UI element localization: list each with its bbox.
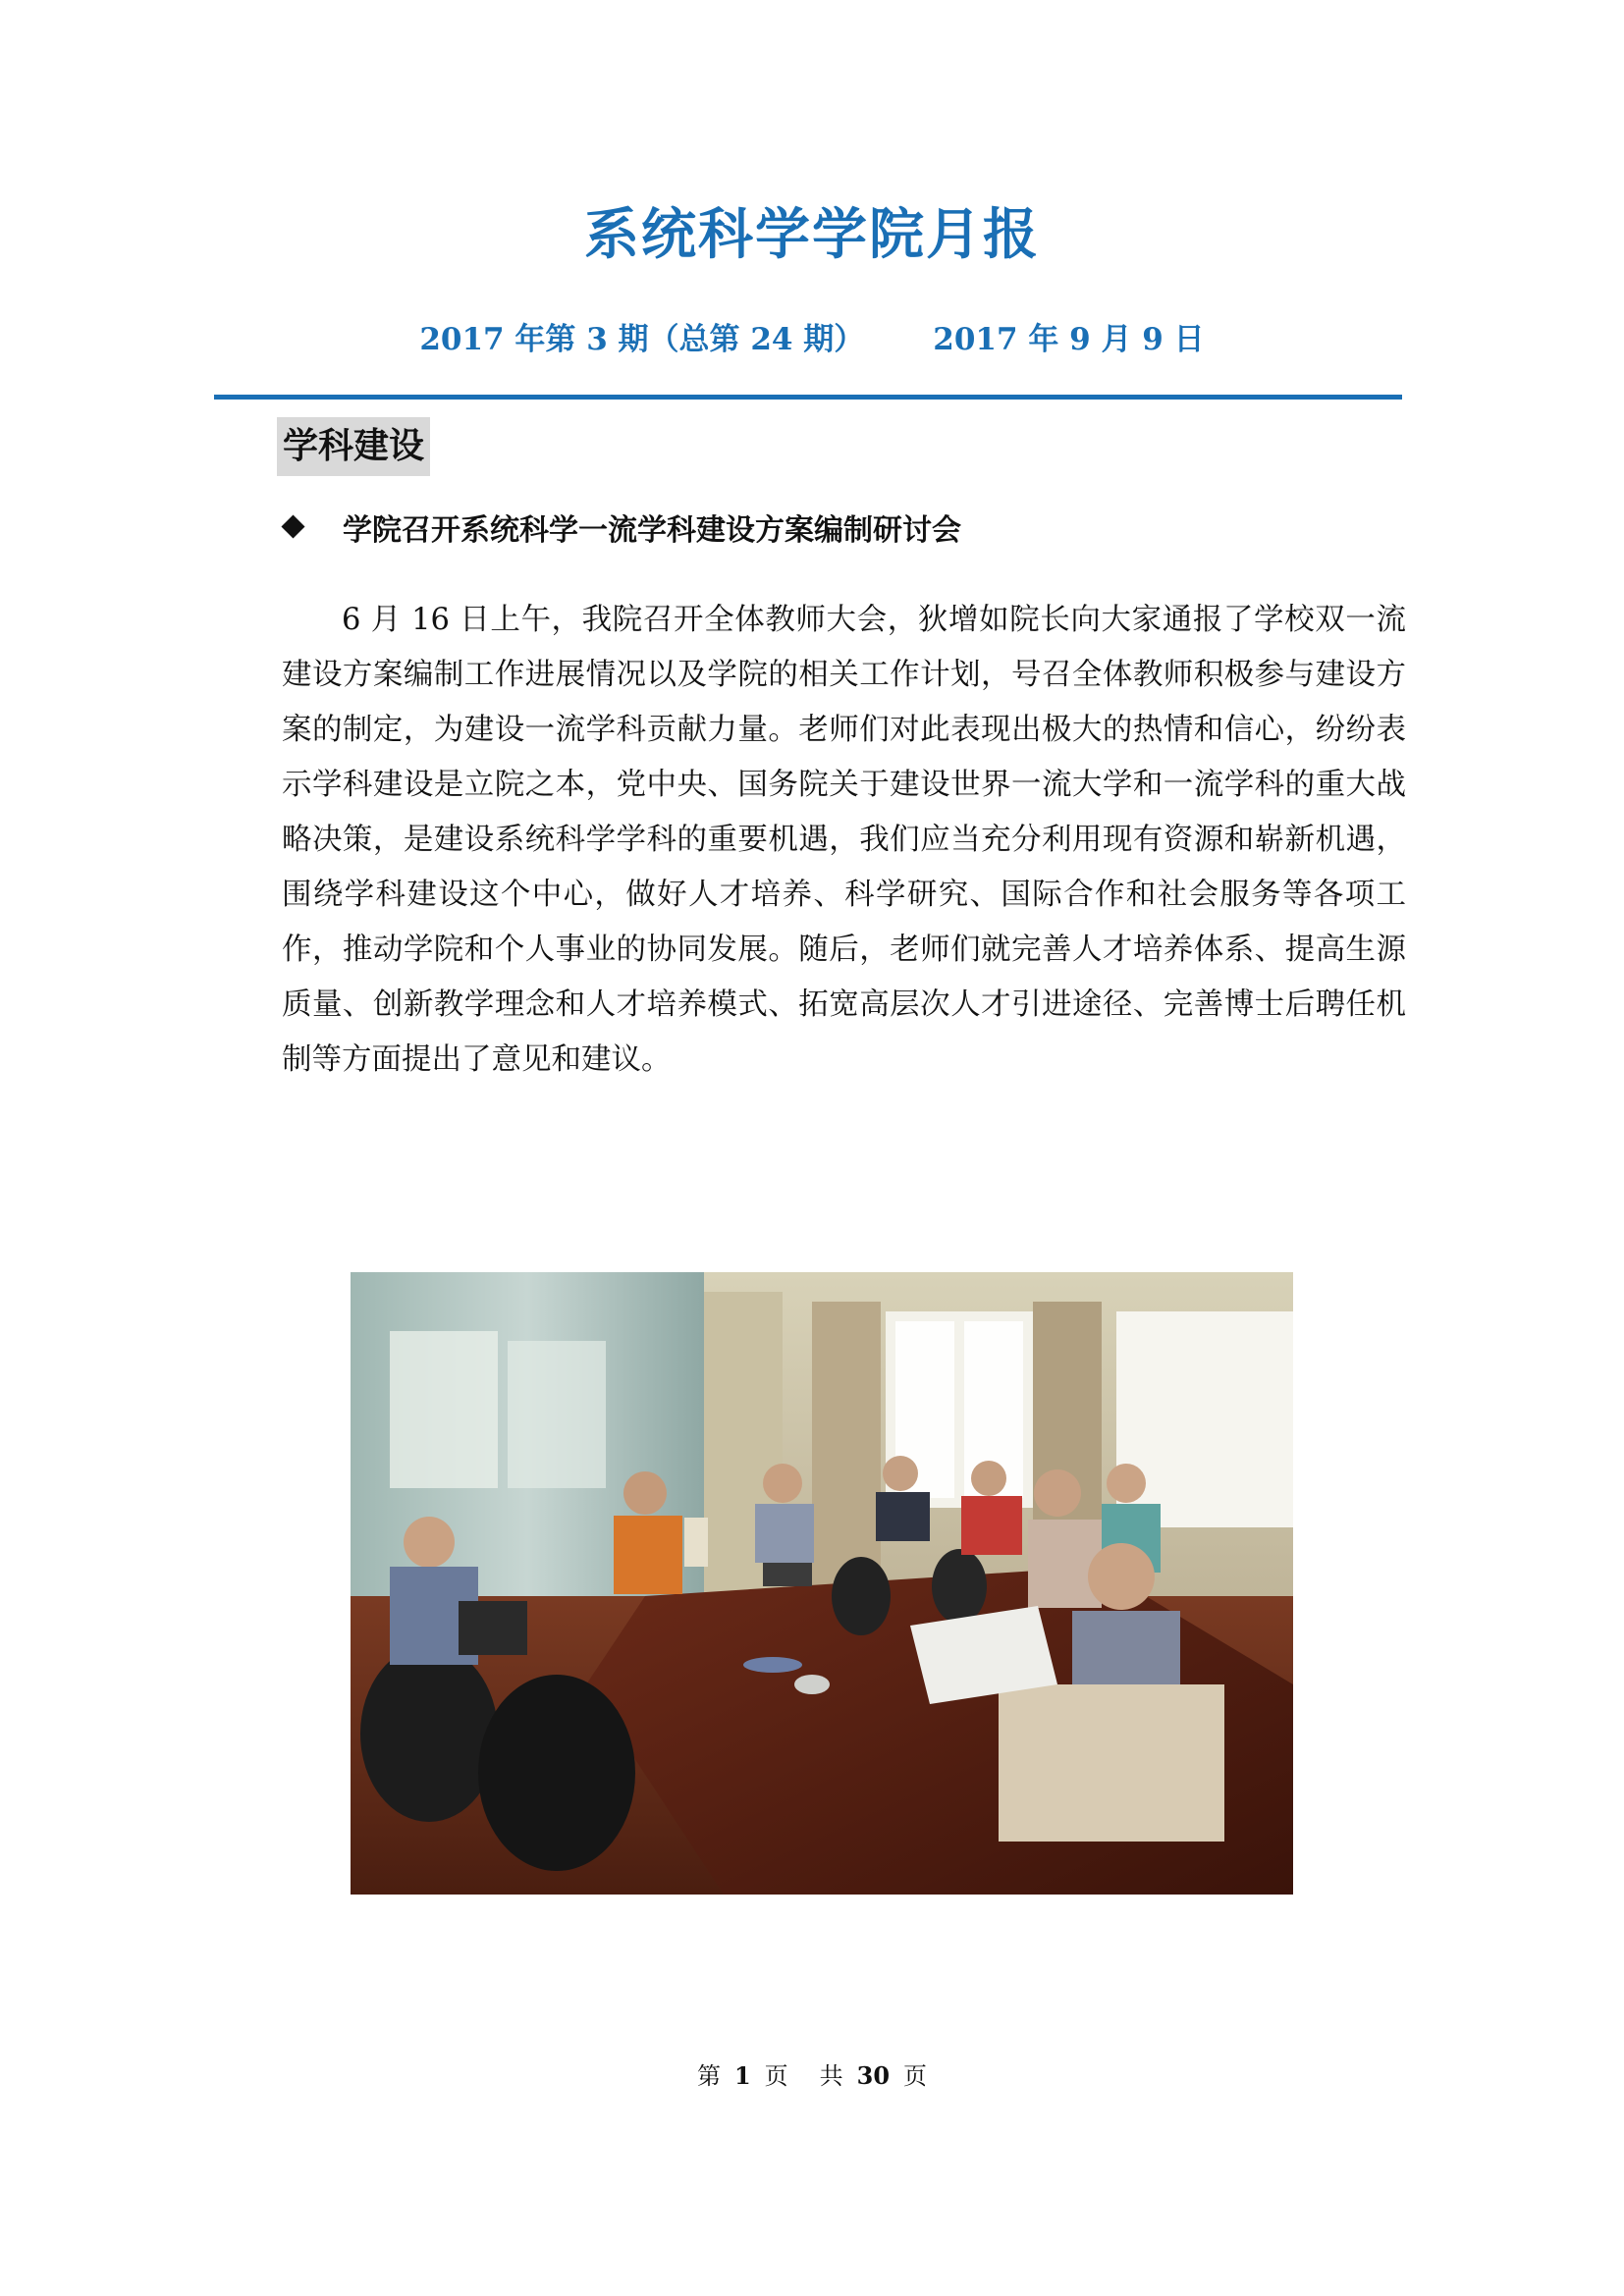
article-body: 6 月 16 日上午，我院召开全体教师大会，狄增如院长向大家通报了学校双一流建设方案编制工作进展情况以及学院的相关工作计划，号召全体教师积极参与建设方案的制定，为建设一流学科贡献力量。老师们对此表现出极大的热情和信心，纷纷表示学科建设是立院之本，党中央、国务院关于建设世界一流大学和一流学科的重大战略决策，是建设系统科学学科的重要机遇，我们应当充分利用现有资源和崭新机遇，围绕学科建设这个中心，做好人才培养、科学研究、国际合作和社会服务等各项工作，推动学院和个人事业的协同发展。随后，老师们就完善人才培养体系、提高生源质量、创新教学理念和人才培养模式、拓宽高层次人才引进途径、完善博士后聘任机制等方面提出了意见和建议。 (282, 603, 1406, 1077)
newsletter-title: 系统科学学院月报 (584, 203, 1040, 267)
issue-line (0, 320, 1624, 359)
article-title: 学院召开系统科学一流学科建设方案编制研讨会 (343, 513, 961, 548)
issue-number: 2017 年第 3 期（总第 24 期） (419, 322, 865, 357)
issue-date: 2017 年 9 月 9 日 (933, 322, 1205, 357)
footer-prefix: 第 (696, 2062, 721, 2090)
footer-total-unit: 页 (903, 2062, 928, 2090)
section-heading: 学科建设 (277, 417, 430, 476)
current-page-number: 1 (733, 2061, 751, 2090)
article-heading (282, 503, 961, 552)
footer-page-unit: 页 (764, 2062, 788, 2090)
diamond-bullet-icon (282, 515, 305, 539)
total-page-count: 30 (856, 2061, 891, 2090)
page-footer (0, 2061, 1624, 2091)
meeting-photo (351, 1272, 1293, 1895)
footer-total-prefix: 共 (819, 2062, 843, 2090)
header-divider (214, 395, 1402, 400)
